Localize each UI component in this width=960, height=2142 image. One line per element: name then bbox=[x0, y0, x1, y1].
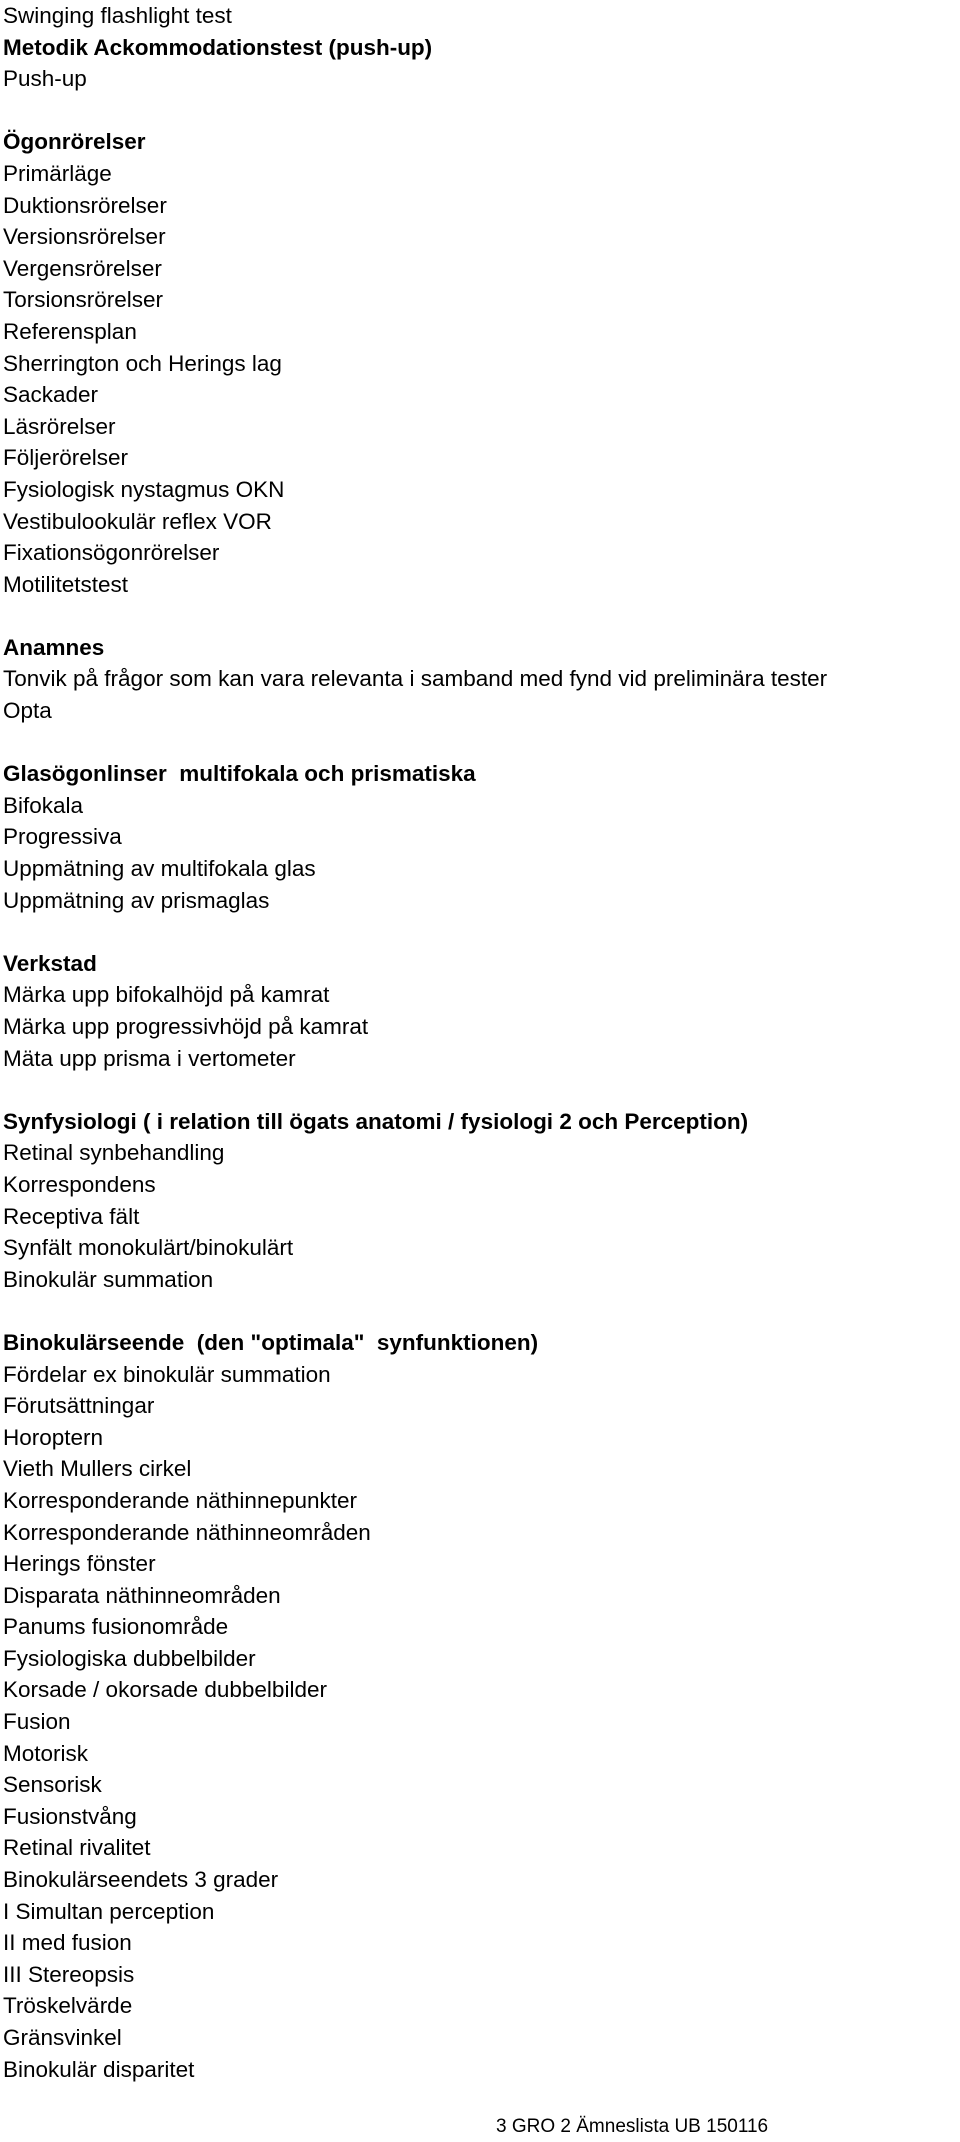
section-heading: Glasögonlinser multifokala och prismatiska bbox=[3, 761, 476, 787]
blank-line bbox=[3, 727, 953, 759]
document-body bbox=[3, 0, 953, 2085]
section-heading: Synfysiologi ( i relation till ögats anatomi / fysiologi 2 och Perception) bbox=[3, 1108, 749, 1134]
list-item: Vestibulookulär reflex VOR bbox=[3, 508, 272, 534]
list-item: Synfält monokulärt/binokulärt bbox=[3, 1235, 294, 1261]
page-footer: 3 GRO 2 Ämneslista UB 150116 bbox=[496, 2116, 769, 2137]
list-item: Fysiologisk nystagmus OKN bbox=[3, 476, 285, 502]
list-item: Fusionstvång bbox=[3, 1803, 137, 1829]
section-heading: Anamnes bbox=[3, 634, 105, 660]
list-item: Progressiva bbox=[3, 824, 122, 850]
list-item: Uppmätning av prismaglas bbox=[3, 887, 270, 913]
list-item: Motorisk bbox=[3, 1740, 89, 1766]
list-item: Torsionsrörelser bbox=[3, 287, 164, 313]
list-item: Motilitetstest bbox=[3, 571, 129, 597]
section-heading: Metodik Ackommodationstest (push-up) bbox=[3, 34, 433, 60]
list-item: Push-up bbox=[3, 66, 87, 92]
list-item: Korsade / okorsade dubbelbilder bbox=[3, 1677, 327, 1703]
list-item: Följerörelser bbox=[3, 445, 129, 471]
list-item: Förutsättningar bbox=[3, 1393, 155, 1419]
section-heading: Binokulärseende (den "optimala" synfunktionen) bbox=[3, 1329, 539, 1355]
list-item: Gränsvinkel bbox=[3, 2025, 122, 2050]
list-item: Fördelar ex binokulär summation bbox=[3, 1361, 331, 1387]
list-item: Sensorisk bbox=[3, 1772, 102, 1798]
list-item: Horoptern bbox=[3, 1424, 104, 1450]
blank-line bbox=[3, 600, 953, 632]
list-item: Fixationsögonrörelser bbox=[3, 540, 220, 566]
blank-line bbox=[3, 95, 953, 127]
blank-line bbox=[3, 1295, 953, 1327]
list-item: Uppmätning av multifokala glas bbox=[3, 856, 316, 882]
list-item: Sackader bbox=[3, 382, 99, 408]
list-item: Bifokala bbox=[3, 792, 84, 818]
list-item: Fusion bbox=[3, 1709, 71, 1735]
list-item: Korresponderande näthinneområden bbox=[3, 1519, 371, 1545]
list-item: Läsrörelser bbox=[3, 413, 116, 439]
list-item: Sherrington och Herings lag bbox=[3, 350, 282, 376]
list-item: Vieth Mullers cirkel bbox=[3, 1456, 192, 1482]
list-item: Mäta upp prisma i vertometer bbox=[3, 1045, 296, 1071]
list-item: Binokulär disparitet bbox=[3, 2056, 195, 2082]
list-item: Binokulär summation bbox=[3, 1266, 214, 1292]
list-item: Tröskelvärde bbox=[3, 1993, 133, 2019]
list-item: Tonvik på frågor som kan vara relevanta i samband med fynd vid preliminära tester bbox=[3, 666, 828, 692]
list-item: Fysiologiska dubbelbilder bbox=[3, 1645, 256, 1671]
list-item: Disparata näthinneområden bbox=[3, 1582, 281, 1608]
list-item: Duktionsrörelser bbox=[3, 192, 167, 218]
list-item: Märka upp progressivhöjd på kamrat bbox=[3, 1014, 369, 1039]
list-item: Märka upp bifokalhöjd på kamrat bbox=[3, 982, 330, 1008]
blank-line bbox=[3, 1074, 953, 1106]
list-item: Swinging flashlight test bbox=[3, 3, 232, 28]
list-item: Referensplan bbox=[3, 318, 137, 344]
list-item: Korrespondens bbox=[3, 1171, 156, 1197]
list-item: Retinal rivalitet bbox=[3, 1835, 151, 1861]
list-item: Panums fusionområde bbox=[3, 1614, 229, 1640]
list-item: Retinal synbehandling bbox=[3, 1140, 225, 1166]
list-item: Versionsrörelser bbox=[3, 224, 166, 250]
list-item: Binokulärseendets 3 grader bbox=[3, 1867, 279, 1893]
list-item: Opta bbox=[3, 698, 52, 724]
list-item: Receptiva fält bbox=[3, 1203, 140, 1229]
list-item: Vergensrörelser bbox=[3, 255, 162, 281]
list-item: I Simultan perception bbox=[3, 1898, 215, 1924]
list-item: Herings fönster bbox=[3, 1551, 156, 1577]
list-item: III Stereopsis bbox=[3, 1961, 135, 1987]
section-heading: Verkstad bbox=[3, 950, 97, 976]
list-item: Korresponderande näthinnepunkter bbox=[3, 1487, 358, 1513]
blank-line bbox=[3, 916, 953, 948]
section-heading: Ögonrörelser bbox=[3, 129, 146, 155]
list-item: Primärläge bbox=[3, 160, 112, 186]
list-item: II med fusion bbox=[3, 1930, 132, 1956]
